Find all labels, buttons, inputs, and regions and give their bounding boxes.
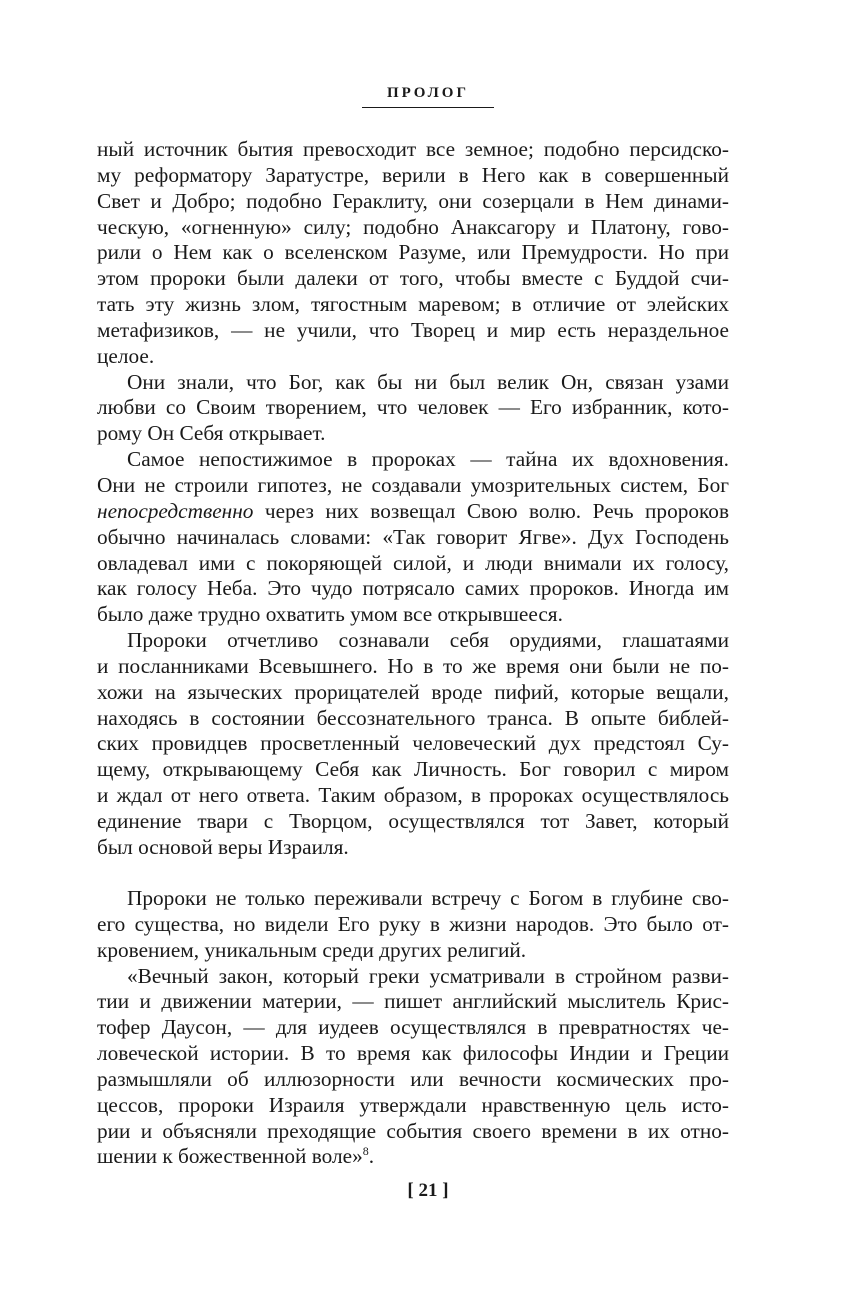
text-line: тии и движении материи, — пишет английский мыслитель Крис- bbox=[97, 989, 729, 1014]
text-line: Пророки отчетливо сознавали себя орудиями, глашатаями bbox=[127, 628, 729, 653]
text-line: находясь в состоянии бессознательного транса. В опыте библей- bbox=[97, 705, 729, 730]
text-line: и ждал от него ответа. Таким образом, в пророках осуществлялось bbox=[97, 783, 729, 808]
paragraph-1 bbox=[97, 137, 729, 370]
italic-emphasis: непосредственно bbox=[97, 498, 254, 523]
text-line: Пророки не только переживали встречу с Богом в глубине сво- bbox=[127, 886, 729, 910]
text-line: ских провидцев просветленный человеческий дух предстоял Су- bbox=[97, 731, 729, 756]
text-line: рому Он Себя открывает. bbox=[97, 421, 326, 446]
running-header-title: ПРОЛОГ bbox=[386, 85, 470, 101]
text-line: «Вечный закон, который греки усматривали в стройном разви- bbox=[127, 963, 729, 988]
text-line: как голосу Неба. Это чудо потрясало самих пророков. Иногда им bbox=[97, 576, 729, 601]
text-line: любви со Своим творением, что человек — Его избранник, кото- bbox=[97, 395, 729, 420]
text-fragment: шении к божественной воле» bbox=[97, 1144, 363, 1169]
text-line: целое. bbox=[97, 343, 155, 368]
text-line-mixed bbox=[97, 499, 729, 525]
footnote-marker[interactable]: 8 bbox=[362, 1144, 369, 1159]
text-line: кровением, уникальным среди других религий. bbox=[97, 937, 527, 962]
text-line: ческую, «огненную» силу; подобно Анаксагору и Платону, гово- bbox=[97, 214, 729, 239]
paragraph-3 bbox=[97, 447, 729, 628]
text-line: щему, открывающему Себя как Личность. Бог говорил с миром bbox=[97, 757, 729, 782]
text-line: ловеческой истории. В то время как философы Индии и Греции bbox=[97, 1041, 729, 1066]
paragraph-4 bbox=[97, 628, 729, 861]
paragraph-5 bbox=[97, 886, 729, 964]
text-line: овладевал ими с покоряющей силой, и люди внимали их голосу, bbox=[97, 550, 729, 575]
text-fragment: через них возвещал Свою волю. Речь пророков bbox=[253, 498, 729, 523]
text-line: тать эту жизнь злом, тягостным маревом; в отличие от элейских bbox=[97, 292, 729, 317]
text-line: Свет и Добро; подобно Гераклиту, они созерцали в Нем динами- bbox=[97, 188, 729, 213]
text-line: хожи на языческих прорицателей вроде пифий, которые вещали, bbox=[97, 679, 729, 704]
text-line: Они знали, что Бог, как бы ни был велик Он, связан узами bbox=[127, 369, 729, 394]
text-line: цессов, пророки Израиля утверждали нравственную цель исто- bbox=[97, 1092, 729, 1117]
text-line: му реформатору Заратустре, верили в Него как в совершенный bbox=[97, 162, 729, 187]
text-line: ный источник бытия превосходит все земное; подобно персидско- bbox=[97, 137, 729, 161]
text-line: тофер Даусон, — для иудеев осуществлялся в превратностях че- bbox=[97, 1015, 729, 1040]
text-line: размышляли об иллюзорности или вечности космических про- bbox=[97, 1066, 729, 1091]
text-line: единение твари с Творцом, осуществлялся тот Завет, который bbox=[97, 808, 729, 833]
text-line: этом пророки были далеки от того, чтобы вместе с Буддой счи- bbox=[97, 266, 729, 291]
text-line: метафизиков, — не учили, что Творец и мир есть нераздельное bbox=[97, 317, 729, 342]
text-line: рили о Нем как о вселенском Разуме, или Премудрости. Но при bbox=[97, 240, 729, 265]
text-line: и посланниками Всевышнего. Но в то же время они были не по- bbox=[97, 653, 729, 678]
text-line: рии и объясняли преходящие события своего времени в их отно- bbox=[97, 1118, 729, 1143]
paragraph-2 bbox=[97, 370, 729, 448]
text-line-with-footnote bbox=[97, 1144, 729, 1170]
text-line: его существа, но видели Его руку в жизни народов. Это было от- bbox=[97, 911, 729, 936]
paragraph-6-quote bbox=[97, 964, 729, 1171]
text-line: было даже трудно охватить умом все открывшееся. bbox=[97, 602, 563, 627]
text-line: Самое непостижимое в пророках — тайна их вдохновения. bbox=[127, 447, 729, 472]
text-block-lower bbox=[97, 886, 729, 1170]
text-line: Они не строили гипотез, не создавали умозрительных систем, Бог bbox=[97, 472, 729, 497]
running-header bbox=[0, 84, 856, 108]
text-fragment: . bbox=[368, 1144, 375, 1169]
text-line: был основой веры Израиля. bbox=[97, 834, 349, 859]
text-line: обычно начиналась словами: «Так говорит Ягве». Дух Господень bbox=[97, 524, 729, 549]
page-number: [ 21 ] bbox=[407, 1180, 449, 1201]
text-block-upper bbox=[97, 137, 729, 861]
header-rule bbox=[362, 107, 494, 108]
